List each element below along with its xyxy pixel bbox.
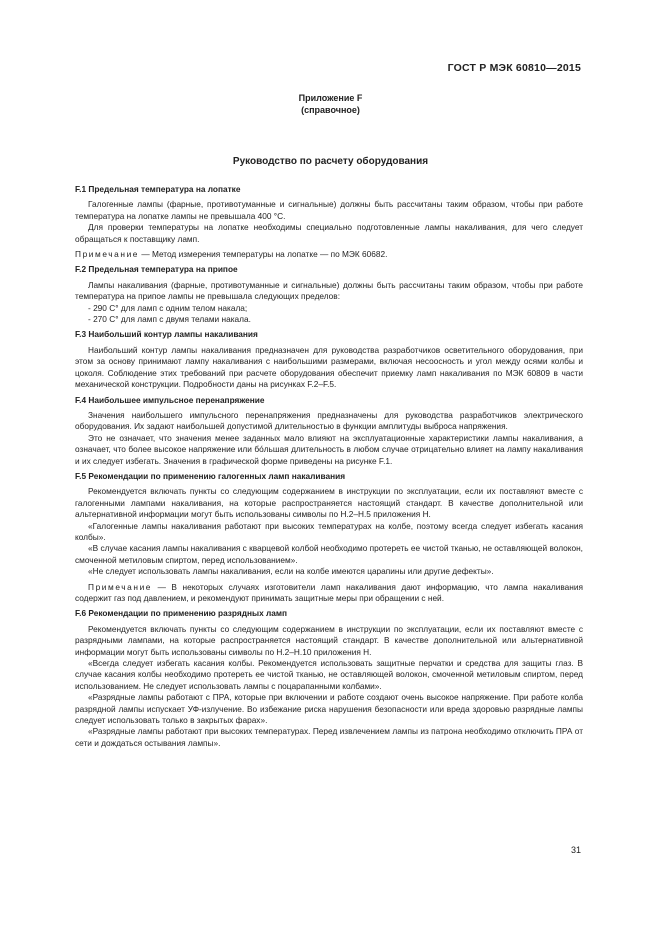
paragraph: Галогенные лампы (фарные, противотуманные и сигнальные) должны быть рассчитаны таким образом, чтобы при работе температура на лопатке лампы не превышала 400 °С. <box>75 199 583 221</box>
section-heading-f6: F.6 Рекомендации по применению разрядных ламп <box>75 608 288 619</box>
list-item: - 270 С° для ламп с двумя телами накала. <box>88 314 251 325</box>
section-heading-f3: F.3 Наибольший контур лампы накаливания <box>75 329 258 340</box>
section-heading-f2: F.2 Предельная температура на припое <box>75 264 238 275</box>
note <box>75 582 583 605</box>
paragraph: «Всегда следует избегать касания колбы. Рекомендуется использовать защитные перчатки и средства для защиты глаз. В случае касания колбы необходимо протереть ее чистой тканью, не оставляющей волокон, смоченной метиловым спиртом, перед использованием. Не следует использовать лампы с поцарапанными колбами». <box>75 658 583 691</box>
section-heading-f5: F.5 Рекомендации по применению галогенных ламп накаливания <box>75 470 346 481</box>
section-heading-f4: F.4 Наибольшее импульсное перенапряжение <box>75 394 265 405</box>
paragraph: Это не означает, что значения менее заданных мало влияют на эксплуатационные характеристики лампы накаливания, а означает, что более высокое напряжение или бо́льшая длительность в любом случае отрицательно влияет на лампу накаливания и их следует избегать. Значения в графической форме приведены на рисунке F.1. <box>75 432 583 466</box>
annex-title: Приложение F <box>298 93 363 103</box>
paragraph: Значения наибольшего импульсного перенапряжения предназначены для руководства разработчиков электрического оборудования. Их задают наибольшей допустимой длительностью в функции амплитуды выброса напряжения. <box>75 409 583 432</box>
paragraph: Рекомендуется включать пункты со следующим содержанием в инструкции по эксплуатации, если их поставляют вместе с разрядными лампами, на которые распространяется настоящий стандарт. В качестве дополнительной или альтернативной информации могут быть использованы символы по Н.2–Н.10 приложения Н. <box>75 623 583 657</box>
paragraph: Наибольший контур лампы накаливания предназначен для руководства разработчиков осветительного оборудования, при этом за основу принимают лампу накаливания с наибольшими размерами, включая несоосность и угол между осями колбы и цоколя. Соблюдение этих требований при расчете оборудования обеспечит приемку ламп накаливания по МЭК 60809 в части механической конструкции. Подробности даны на рисунках F.2–F.5. <box>75 344 583 390</box>
document-body <box>75 184 583 749</box>
paragraph: Для проверки температуры на лопатке необходимы специально подготовленные лампы накаливания, для чего следует обращаться к поставщику ламп. <box>75 222 583 244</box>
annex-subtitle: (справочное) <box>301 105 360 115</box>
note <box>75 249 583 260</box>
note-label: Примечание <box>88 581 153 592</box>
document-title: Руководство по расчету оборудования <box>232 156 429 167</box>
page-number: 31 <box>570 845 581 855</box>
standard-header: ГОСТ Р МЭК 60810—2015 <box>447 62 581 74</box>
paragraph: «Разрядные лампы работают с ПРА, которые при включении и работе создают очень высокое напряжение. При работе колба разрядной лампы испускает УФ-излучение. Во избежание риска нарушения безопасности или вреда здоровью разрядные лампы следует использовать только в закрытых фарах». <box>75 692 583 726</box>
list-item: - 290 С° для ламп с одним телом накала; <box>88 302 248 313</box>
paragraph: «В случае касания лампы накаливания с кварцевой колбой необходимо протереть ее чистой тканью, не оставляющей волокон, смоченной метиловым спиртом, перед использованием». <box>75 543 583 565</box>
note-label: Примечание <box>75 249 140 260</box>
paragraph: «Галогенные лампы накаливания работают при высоких температурах на колбе, поэтому всегда следует избегать касания колбы». <box>75 520 583 542</box>
section-heading-f1: F.1 Предельная температура на лопатке <box>75 184 241 194</box>
note-text: — В некоторых случаях изготовители ламп накаливания дают информацию, что лампа накаливания содержит газ под давлением, и рекомендуют принимать защитные меры при обращении с ней. <box>75 581 583 603</box>
note-text: — Метод измерения температуры на лопатке — по МЭК 60682. <box>139 249 388 260</box>
paragraph: «Не следует использовать лампы накаливания, если на колбе имеются царапины или другие дефекты». <box>88 566 494 577</box>
paragraph: Лампы накаливания (фарные, противотуманные и сигнальные) должны быть рассчитаны таким образом, чтобы при работе температура на припое лампы не превышала следующих пределов: <box>75 279 583 302</box>
paragraph: «Разрядные лампы работают при высоких температурах. Перед извлечением лампы из патрона необходимо отключить ПРА от сети и дождаться остывания лампы». <box>75 726 583 748</box>
annex-heading <box>0 92 661 116</box>
paragraph: Рекомендуется включать пункты со следующим содержанием в инструкции по эксплуатации, если их поставляют вместе с галогенными лампами накаливания, на которые распространяется настоящий стандарт. В качестве дополнительной или альтернативной информации могут быть использованы символы по Н.2–Н.5 приложения Н. <box>75 486 583 520</box>
